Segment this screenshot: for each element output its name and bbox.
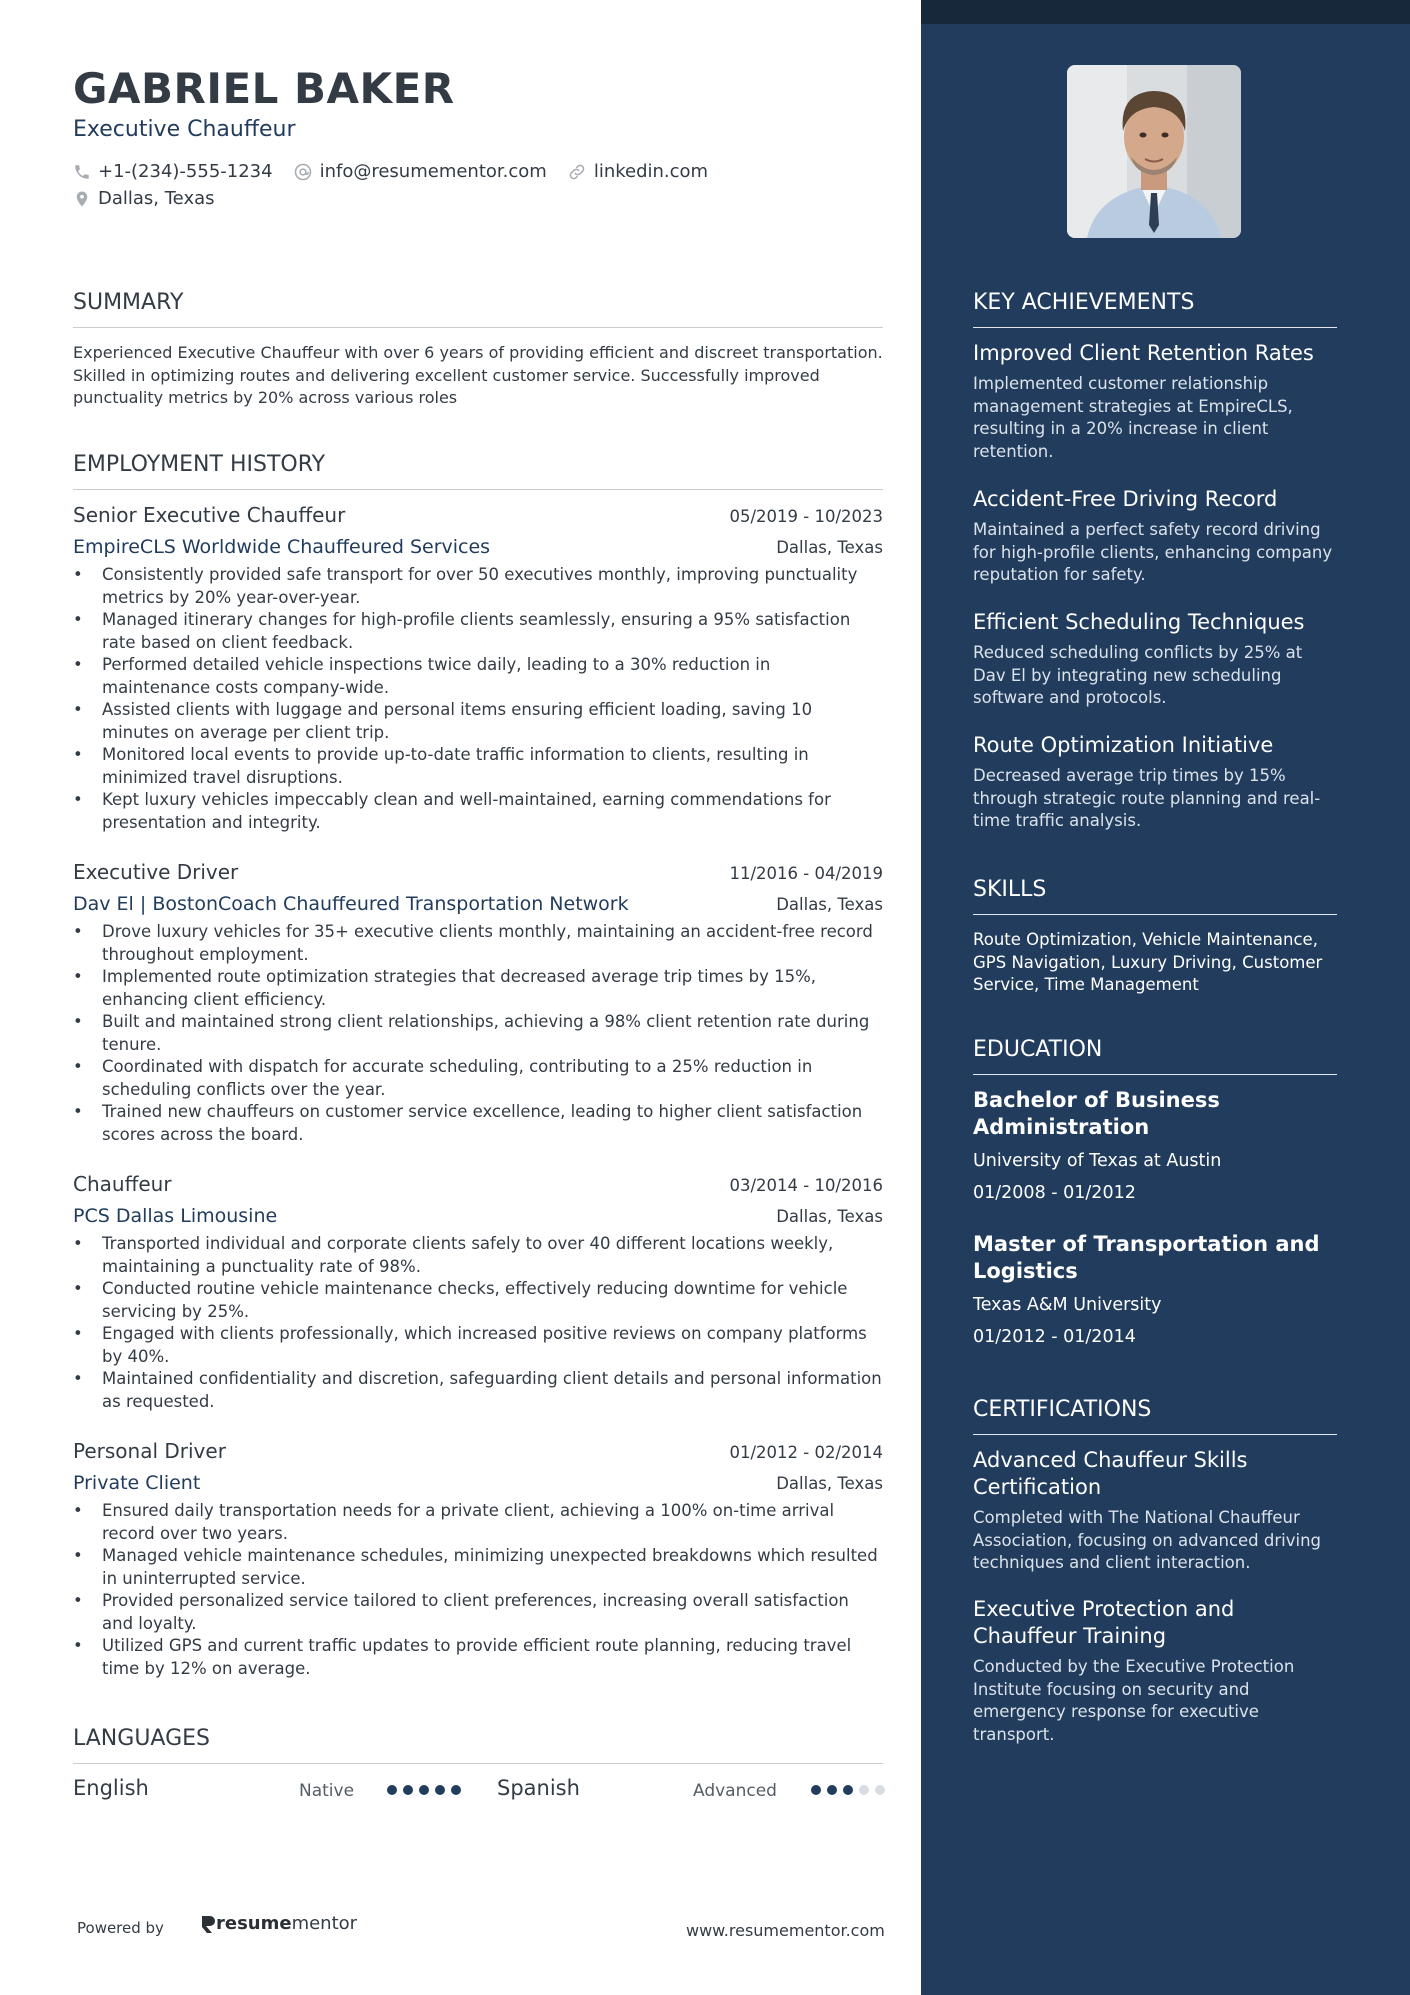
achievement-title: Improved Client Retention Rates xyxy=(973,341,1314,365)
job-entry xyxy=(73,1172,883,1413)
logo-text-bold: resume xyxy=(216,1913,292,1934)
languages-heading: LANGUAGES xyxy=(73,1726,883,1764)
employment-heading: EMPLOYMENT HISTORY xyxy=(73,452,883,490)
phone-icon xyxy=(73,163,91,181)
footer-url[interactable]: www.resumementor.com xyxy=(686,1921,885,1940)
rating-dot-filled xyxy=(843,1785,853,1795)
job-entry-location: Dallas, Texas xyxy=(776,1474,883,1493)
bullet-item: • Provided personalized service tailored to client preferences, increasing overall satisfaction and loyalty. xyxy=(73,1590,883,1635)
language-level: Advanced xyxy=(693,1781,777,1801)
job-entry xyxy=(73,1439,883,1680)
bullet-item: • Transported individual and corporate clients safely to over 40 different locations weekly, maintaining a punctuality rate of 98%. xyxy=(73,1233,883,1278)
job-entry xyxy=(73,860,883,1146)
achievement-item xyxy=(973,340,1337,463)
certification-title: Advanced Chauffeur Skills Certification xyxy=(973,1448,1248,1499)
job-entry-company: EmpireCLS Worldwide Chauffeured Services xyxy=(73,536,491,558)
bullet-item: • Coordinated with dispatch for accurate scheduling, contributing to a 25% reduction in scheduling conflicts over the year. xyxy=(73,1056,883,1101)
job-bullets xyxy=(73,921,883,1146)
bullet-item: • Monitored local events to provide up-to-date traffic information to clients, resulting in minimized travel disruptions. xyxy=(73,744,883,789)
job-entry-dates: 03/2014 - 10/2016 xyxy=(729,1176,883,1195)
achievement-desc: Maintained a perfect safety record driving for high-profile clients, enhancing company reputation for safety. xyxy=(973,520,1333,584)
logo-mark-icon xyxy=(200,1914,216,1934)
job-entry-title: Executive Driver xyxy=(73,860,239,884)
bullet-item: • Drove luxury vehicles for 35+ executive clients monthly, maintaining an accident-free record throughout employment. xyxy=(73,921,883,966)
job-bullets xyxy=(73,1500,883,1680)
location-pin-icon xyxy=(73,189,91,209)
rating-dot-filled xyxy=(811,1785,821,1795)
bullet-item: • Assisted clients with luggage and personal items ensuring efficient loading, saving 10 minutes on average per client trip. xyxy=(73,699,883,744)
email-item xyxy=(293,161,547,182)
rating-dot-empty xyxy=(859,1785,869,1795)
achievement-item xyxy=(973,486,1337,587)
achievement-desc: Decreased average trip times by 15% through strategic route planning and real-time traffic analysis. xyxy=(973,766,1321,830)
bullet-item: • Managed itinerary changes for high-profile clients seamlessly, ensuring a 95% satisfaction rate based on client feedback. xyxy=(73,609,883,654)
language-rating xyxy=(387,1785,467,1795)
phone-text[interactable]: +1-(234)-555-1234 xyxy=(98,161,273,182)
job-entry-company: Dav El | BostonCoach Chauffeured Transportation Network xyxy=(73,893,629,915)
achievement-item xyxy=(973,609,1337,710)
job-title: Executive Chauffeur xyxy=(73,117,296,142)
certification-item xyxy=(973,1447,1337,1575)
achievements-heading: KEY ACHIEVEMENTS xyxy=(973,290,1337,328)
location-row xyxy=(73,188,235,209)
bullet-item: • Utilized GPS and current traffic updates to provide efficient route planning, reducing travel time by 12% on average. xyxy=(73,1635,883,1680)
job-entry-dates: 05/2019 - 10/2023 xyxy=(729,507,883,526)
job-entry-title: Chauffeur xyxy=(73,1172,172,1196)
job-entry-dates: 11/2016 - 04/2019 xyxy=(729,864,883,883)
logo-text-light: mentor xyxy=(291,1913,358,1934)
job-bullets xyxy=(73,1233,883,1413)
education-item xyxy=(973,1231,1337,1347)
bullet-item: • Kept luxury vehicles impeccably clean and well-maintained, earning commendations for presentation and integrity. xyxy=(73,789,883,834)
education-school: Texas A&M University xyxy=(973,1295,1162,1315)
languages-row xyxy=(73,1776,883,1806)
education-school: University of Texas at Austin xyxy=(973,1151,1222,1171)
link-icon xyxy=(567,162,587,182)
bullet-item: • Implemented route optimization strategies that decreased average trip times by 15%, enhancing client efficiency. xyxy=(73,966,883,1011)
achievement-title: Accident-Free Driving Record xyxy=(973,487,1278,511)
rating-dot-filled xyxy=(435,1785,445,1795)
certification-title: Executive Protection and Chauffeur Training xyxy=(973,1597,1235,1648)
candidate-name: GABRIEL BAKER xyxy=(73,64,455,113)
rating-dot-filled xyxy=(419,1785,429,1795)
bullet-item: • Maintained confidentiality and discretion, safeguarding client details and personal information as requested. xyxy=(73,1368,883,1413)
job-entry-company: PCS Dallas Limousine xyxy=(73,1205,278,1227)
linkedin-item xyxy=(567,161,708,182)
location-text: Dallas, Texas xyxy=(98,188,215,209)
education-dates: 01/2012 - 01/2014 xyxy=(973,1327,1136,1347)
education-degree: Bachelor of Business Administration xyxy=(973,1088,1220,1139)
job-entry-title: Personal Driver xyxy=(73,1439,226,1463)
achievement-item xyxy=(973,732,1337,833)
achievement-desc: Implemented customer relationship management strategies at EmpireCLS, resulting in a 20% increase in client retention. xyxy=(973,374,1293,461)
language-level: Native xyxy=(299,1781,355,1801)
education-item xyxy=(973,1087,1337,1203)
profile-photo xyxy=(1067,65,1241,238)
bullet-item: • Ensured daily transportation needs for a private client, achieving a 100% on-time arrival record over two years. xyxy=(73,1500,883,1545)
job-bullets xyxy=(73,564,883,834)
bullet-item: • Managed vehicle maintenance schedules, minimizing unexpected breakdowns which resulted in uninterrupted service. xyxy=(73,1545,883,1590)
language-rating xyxy=(811,1785,891,1795)
certification-desc: Completed with The National Chauffeur Association, focusing on advanced driving techniques and client interaction. xyxy=(973,1508,1322,1572)
language-name: English xyxy=(73,1776,149,1800)
job-entry-company: Private Client xyxy=(73,1472,201,1494)
certification-item xyxy=(973,1596,1337,1746)
linkedin-link[interactable]: linkedin.com xyxy=(593,161,709,182)
achievement-title: Efficient Scheduling Techniques xyxy=(973,610,1305,634)
education-dates: 01/2008 - 01/2012 xyxy=(973,1183,1136,1203)
job-entry-location: Dallas, Texas xyxy=(776,895,883,914)
bullet-item: • Built and maintained strong client relationships, achieving a 98% client retention rate during tenure. xyxy=(73,1011,883,1056)
rating-dot-empty xyxy=(875,1785,885,1795)
at-icon xyxy=(293,162,313,182)
certification-desc: Conducted by the Executive Protection Institute focusing on security and emergency response for executive transport. xyxy=(973,1657,1295,1744)
rating-dot-filled xyxy=(387,1785,397,1795)
phone-item xyxy=(73,161,273,182)
avatar-image xyxy=(1067,65,1241,238)
summary-heading: SUMMARY xyxy=(73,290,883,328)
email-link[interactable]: info@resumementor.com xyxy=(319,161,547,182)
language-name: Spanish xyxy=(497,1776,580,1800)
summary-text: Experienced Executive Chauffeur with over 6 years of providing efficient and discreet transportation. Skilled in optimizing routes and delivering excellent customer service. Successfully improved punctuality metrics by 20% across various roles xyxy=(73,343,883,407)
rating-dot-filled xyxy=(451,1785,461,1795)
job-entry xyxy=(73,503,883,834)
skills-heading: SKILLS xyxy=(973,877,1337,915)
resumementor-logo[interactable] xyxy=(200,1913,357,1934)
sidebar xyxy=(921,0,1410,1995)
bullet-item: • Conducted routine vehicle maintenance checks, effectively reducing downtime for vehicle servicing by 25%. xyxy=(73,1278,883,1323)
education-degree: Master of Transportation and Logistics xyxy=(973,1232,1320,1283)
bullet-item: • Performed detailed vehicle inspections twice daily, leading to a 30% reduction in maintenance costs company-wide. xyxy=(73,654,883,699)
job-entry-location: Dallas, Texas xyxy=(776,538,883,557)
sidebar-top-bar xyxy=(921,0,1410,24)
skills-text: Route Optimization, Vehicle Maintenance, GPS Navigation, Luxury Driving, Customer Service, Time Management xyxy=(973,930,1323,994)
achievement-title: Route Optimization Initiative xyxy=(973,733,1274,757)
job-entry-location: Dallas, Texas xyxy=(776,1207,883,1226)
rating-dot-filled xyxy=(827,1785,837,1795)
rating-dot-filled xyxy=(403,1785,413,1795)
location-item xyxy=(73,188,215,209)
bullet-item: • Engaged with clients professionally, which increased positive reviews on company platforms by 40%. xyxy=(73,1323,883,1368)
education-heading: EDUCATION xyxy=(973,1037,1337,1075)
powered-by-label: Powered by xyxy=(77,1919,164,1937)
contact-row xyxy=(73,161,728,182)
job-entry-title: Senior Executive Chauffeur xyxy=(73,503,346,527)
bullet-item: • Trained new chauffeurs on customer service excellence, leading to higher client satisfaction scores across the board. xyxy=(73,1101,883,1146)
certifications-heading: CERTIFICATIONS xyxy=(973,1397,1337,1435)
achievement-desc: Reduced scheduling conflicts by 25% at Dav El by integrating new scheduling software and protocols. xyxy=(973,643,1303,707)
bullet-item: • Consistently provided safe transport for over 50 executives monthly, improving punctuality metrics by 20% year-over-year. xyxy=(73,564,883,609)
job-entry-dates: 01/2012 - 02/2014 xyxy=(729,1443,883,1462)
